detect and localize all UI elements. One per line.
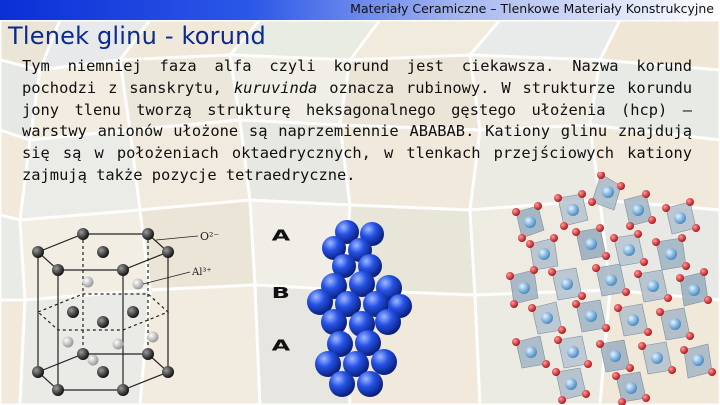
aluminum-label: Al³⁺ — [192, 267, 212, 278]
corundum-crystal-figure — [496, 172, 720, 405]
slide-title: Tlenek glinu - korund — [8, 22, 266, 50]
layer-label-a-top: A — [271, 226, 291, 245]
layer-label-a-bottom: A — [271, 336, 291, 355]
layer-a-top-spheres — [322, 220, 384, 278]
oxygen-atoms — [32, 228, 174, 396]
aba-layers-figure — [262, 218, 422, 405]
layer-b-spheres — [307, 271, 412, 337]
layer-label-b: B — [271, 284, 290, 302]
paragraph-italic-term: kuruvinda — [233, 78, 318, 97]
slide-paragraph — [22, 56, 692, 187]
hcp-structure-figure — [28, 222, 238, 405]
header-bar — [0, 0, 720, 20]
paragraph-text-2: oznacza rubinowy. W strukturze korundu jony tlenu tworzą strukturę heksagonalnego gęstego ułożenia (hcp) – warstwy anionów ułożone są naprzemiennie ABABAB. Kationy glinu znajdują się są w położeniach oktaedrycznych, w tlenkach przejściowych kationy zajmują także pozycje tetraedryczne. — [22, 78, 693, 184]
paragraph-text-1: Tym niemniej faza alfa czyli korund jest ciekawsza. Nazwa korund pochodzi z sanskrytu, — [22, 57, 692, 97]
oxygen-label: O²⁻ — [200, 230, 220, 243]
layer-a-bottom-spheres — [315, 330, 397, 397]
course-title: Materiały Ceramiczne – Tlenkowe Materiały Konstrukcyjne — [350, 1, 714, 16]
